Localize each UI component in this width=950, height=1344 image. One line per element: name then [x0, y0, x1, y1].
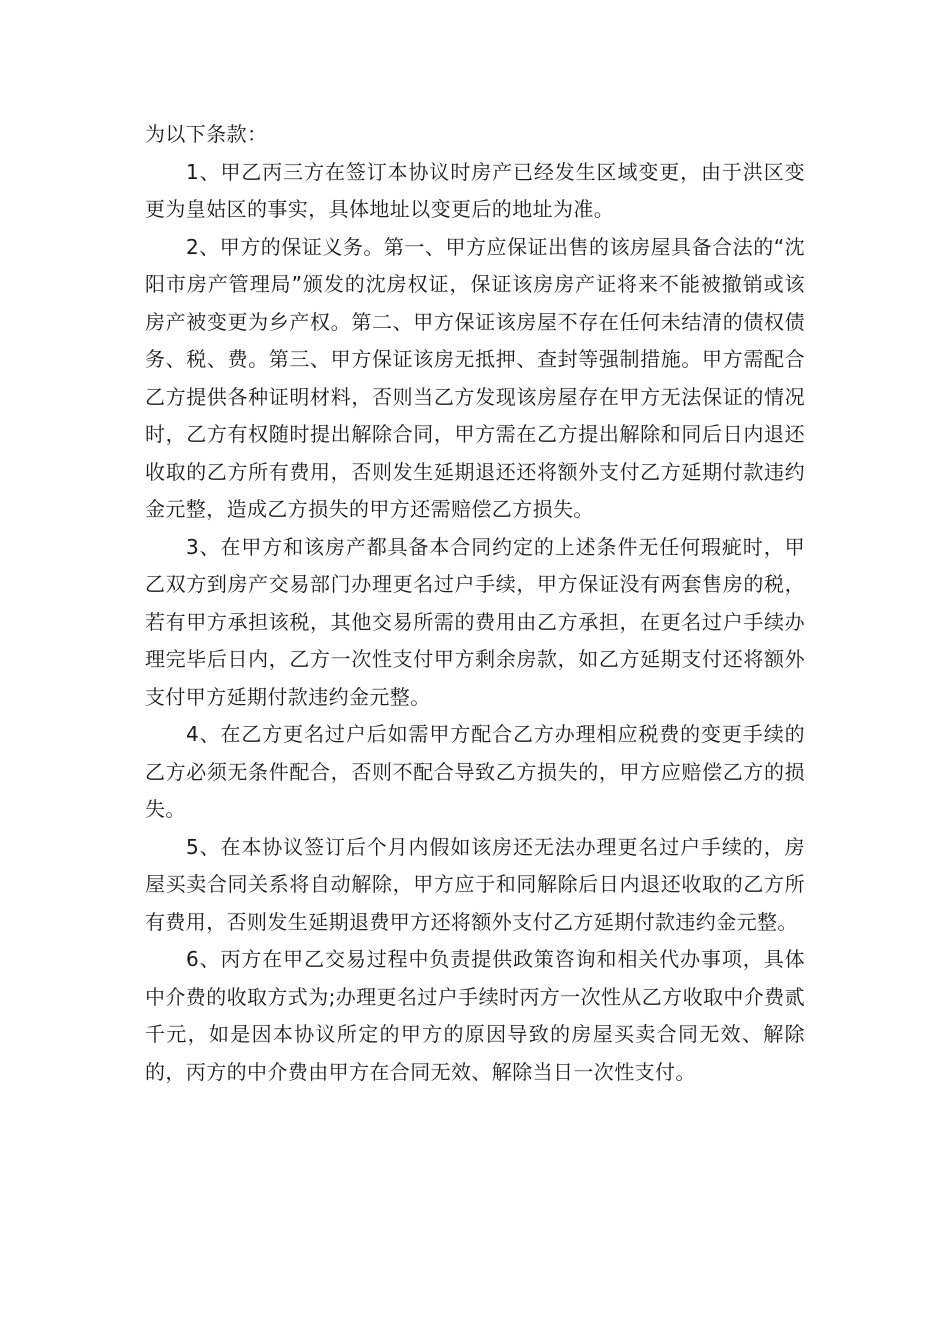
clause-3: 3、在甲方和该房产都具备本合同约定的上述条件无任何瑕疵时，甲乙双方到房产交易部门办理更名过户手续，甲方保证没有两套售房的税，若有甲方承担该税，其他交易所需的费用由乙方承担，在更名过户手续办理完毕后日内，乙方一次性支付甲方剩余房款，如乙方延期支付还将额外支付甲方延期付款违约金元整。 — [145, 534, 805, 709]
clause-2: 2、甲方的保证义务。第一、甲方应保证出售的该房屋具备合法的“沈阳市房产管理局”颁发的沈房权证，保证该房房产证将来不能被撤销或该房产被变更为乡产权。第二、甲方保证该房屋不存在任何未结清的债权债务、税、费。第三、甲方保证该房无抵押、查封等强制措施。甲方需配合乙方提供各种证明材料，否则当乙方发现该房屋存在甲方无法保证的情况时，乙方有权随时提出解除合同，甲方需在乙方提出解除和同后日内退还收取的乙方所有费用，否则发生延期退还还将额外支付乙方延期付款违约金元整，造成乙方损失的甲方还需赔偿乙方损失。 — [145, 234, 805, 521]
clause-4: 4、在乙方更名过户后如需甲方配合乙方办理相应税费的变更手续的乙方必须无条件配合，否则不配合导致乙方损失的，甲方应赔偿乙方的损失。 — [145, 722, 805, 821]
clause-1: 1、甲乙丙三方在签订本协议时房产已经发生区域变更，由于洪区变更为皇姑区的事实，具体地址以变更后的地址为准。 — [145, 159, 805, 221]
clause-6: 6、丙方在甲乙交易过程中负责提供政策咨询和相关代办事项，具体中介费的收取方式为;办理更名过户手续时丙方一次性从乙方收取中介费贰千元，如是因本协议所定的甲方的原因导致的房屋买卖合同无效、解除的，丙方的中介费由甲方在合同无效、解除当日一次性支付。 — [145, 947, 805, 1084]
clause-5: 5、在本协议签订后个月内假如该房还无法办理更名过户手续的，房屋买卖合同关系将自动解除，甲方应于和同解除后日内退还收取的乙方所有费用，否则发生延期退费甲方还将额外支付乙方延期付款违约金元整。 — [145, 834, 805, 934]
intro-line: 为以下条款： — [145, 122, 268, 146]
document-body — [145, 116, 805, 1091]
